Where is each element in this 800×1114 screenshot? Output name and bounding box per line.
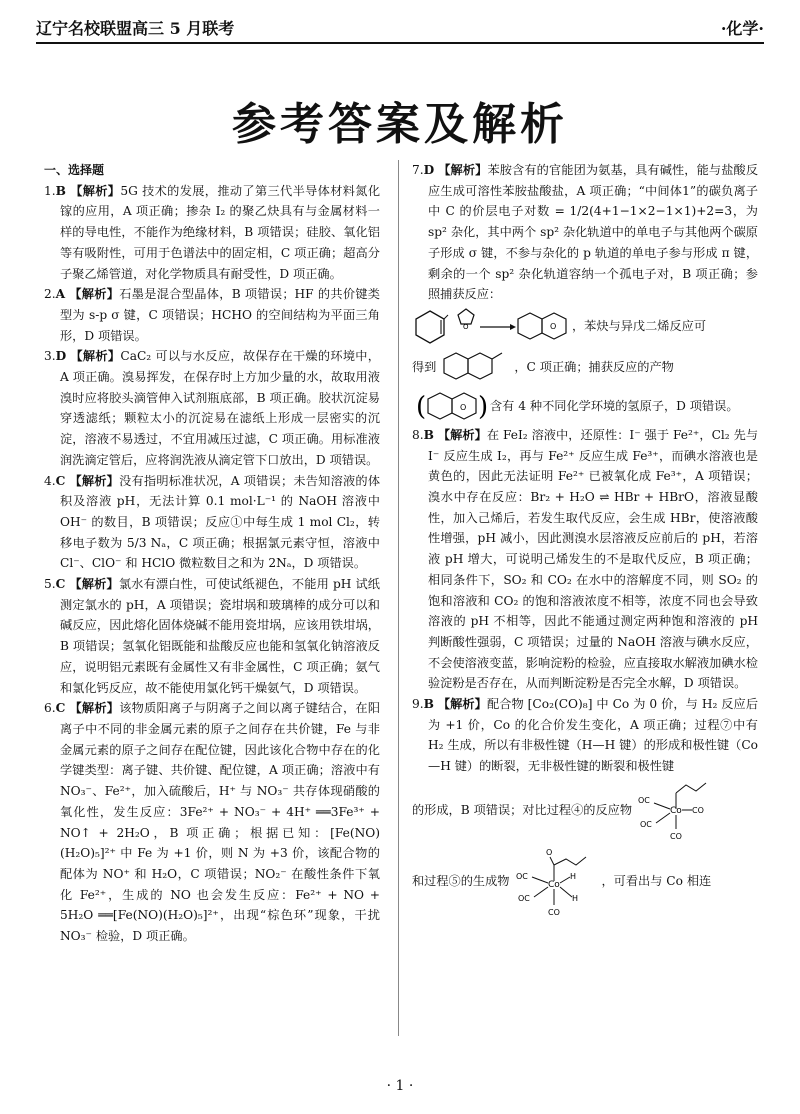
answer-choice: C: [55, 701, 66, 716]
left-column: [44, 160, 380, 947]
answer-item-1: [44, 181, 380, 285]
answer-number: 6.: [44, 701, 56, 716]
analysis-text: 氯水有漂白性，可使试纸褪色，不能用 pH 试纸测定氯水的 pH，A 项错误；瓷坩埚和玻璃棒的成分可以和碱反应，因此熔化固体烧碱不能用瓷坩埚，应该用铁坩埚，B 项错误；氢氧化铝既能和盐酸反应也能和氢氧化钠溶液反应，说明铝元素既有金属性又有非金属性，C 项正确；氨气和氯化钙反应，故不能使用氯化钙干燥氨气，D 项错误。: [60, 577, 380, 695]
co-ligand-label: CO: [547, 907, 560, 917]
analysis-text: 苯胺含有的官能团为氨基，具有碱性，能与盐酸反应生成可溶性苯胺盐酸盐，A 项正确；“中间体1”的碳负离子中 C 的价层电子对数 = 1/2(4+1−1×2−1×1)+2=3，为 sp² 杂化，其中两个 sp² 杂化轨道中的单电子与其他两个碳原子形成 σ 键，不参与杂化的 p 轨道的单电子参与形成 π 键，剩余的一个 sp² 杂化轨道容纳一个孤电子对，B 项正确；参照捕获反应：: [428, 163, 759, 302]
analysis-tag: 【解析】: [69, 473, 120, 488]
h-ligand-label: H: [571, 893, 578, 903]
h-ligand-label: H: [569, 871, 576, 881]
analysis-tag: 【解析】: [70, 349, 121, 364]
answer-choice: B: [423, 427, 434, 442]
answer-number: 1.: [44, 183, 56, 198]
dimethylnaphthalene-figure: [440, 347, 510, 387]
right-column: [412, 160, 758, 919]
q7-capture-product-line: [412, 387, 758, 425]
cobalt-complex-product-figure: [514, 843, 598, 919]
q7-continuation-1: ，苯炔与异戊二烯反应可: [572, 318, 707, 333]
answer-number: 7.: [412, 163, 424, 177]
oc-ligand-label: OC: [517, 893, 530, 903]
svg-text:O: O: [545, 847, 552, 857]
header-exam-name: 辽宁名校联盟高三 5 月联考: [36, 19, 235, 38]
answer-choice: D: [55, 349, 67, 364]
analysis-tag: 【解析】: [69, 577, 119, 592]
answer-choice: C: [55, 577, 66, 592]
cobalt-label: Co: [547, 879, 560, 890]
svg-text:O: O: [463, 322, 469, 331]
analysis-text: 在 FeI₂ 溶液中，还原性：I⁻ 强于 Fe²⁺，Cl₂ 先与 I⁻ 反应生成 I₂，再与 Fe²⁺ 反应生成 Fe³⁺，而碘水溶液也是黄色的，因此无法证明 Fe²⁺ 已被氧化成 Fe³⁺，A 项错误；溴水中存在反应：Br₂ + H₂O ⇌ HBr + HBrO，溶液显酸性，加入己烯后，若发生取代反应，会生成 HBr，使溶液酸性增强，pH 减小，因此测溴水层溶液反应前后的 pH，若溶液 pH 增大，可说明己烯发生的不是取代反应，B 项正确；相同条件下，SO₂ 和 CO₂ 在水中的溶解度不同，则 SO₂ 的饱和溶液和 CO₂ 的饱和溶液浓度不相等，浓度不同也会导致溶液的 pH 不相等，因此不能通过测定两种饱和溶液的 pH 判断酸性强弱，C 项错误；过量的 NaOH 溶液与碘水反应，不会使溶液变蓝，影响淀粉的检验，应直接取水解液加碘水检验淀粉是否存在，从而判断淀粉是否完全水解，D 项错误。: [428, 427, 759, 691]
analysis-tag: 【解析】: [69, 287, 120, 302]
analysis-text: 配合物 [Co₂(CO)₈] 中 Co 为 0 价，与 H₂ 反应后为 +1 价，Co 的化合价发生变化，A 项正确；过程⑦中有 H₂ 生成，所以有非极性键（H—H 键）的形成和极性键（Co—H 键）的断裂，无非极性键的断裂和极性键: [428, 697, 759, 774]
answer-item-5: [44, 574, 380, 698]
capture-reaction-scheme: [412, 305, 758, 347]
analysis-tag: 【解析】: [69, 701, 120, 716]
oc-ligand-label: OC: [640, 819, 652, 829]
cobalt-label: Co: [670, 805, 682, 816]
oc-ligand-label: OC: [638, 795, 650, 805]
svg-text:(: (: [416, 391, 427, 422]
answer-number: 9.: [412, 697, 424, 712]
answer-number: 4.: [44, 473, 56, 488]
analysis-text: 石墨是混合型晶体，B 项错误；HF 的共价键类型为 s-p σ 键，C 项错误；HCHO 的空间结构为平面三角形，D 项错误。: [60, 287, 380, 343]
answer-item-8: [412, 425, 758, 694]
answer-item-6: [44, 698, 380, 946]
answer-number: 2.: [44, 287, 56, 302]
svg-text:): ): [478, 391, 489, 422]
header-subject: ·化学·: [720, 19, 764, 38]
q7-continuation-3: 含有 4 种不同化学环境的氢原子，D 项错误。: [490, 398, 739, 413]
analysis-text: 该物质阳离子与阴离子之间以离子键结合，在阳离子中不同的非金属元素的原子之间存在共价键，Fe 与非金属元素的原子之间存在配位键，因此该化合物中存在的化学键类型：离子键、共价键、配位键，A 项正确；溶液中有 NO₃⁻、Fe²⁺，加入硫酸后，H⁺ 与 NO₃⁻ 共存体现硝酸的氧化性，发生反应：3Fe²⁺ + NO₃⁻ + 4H⁺ ══3Fe³⁺ + NO↑ + 2H₂O，B 项正确；根据已知：[Fe(NO)(H₂O)₅]²⁺ 中 Fe 为 +1 价，则 N 为 +3 价，该配合物的配体为 NO⁺ 和 H₂O，C 项错误；NO₂⁻ 在酸性条件下氧化 Fe²⁺，生成的 NO 也会发生反应：Fe²⁺ + NO + 5H₂O ══[Fe(NO)(H₂O)₅]²⁺，出现“棕色环”现象，干扰 NO₃⁻ 检验，D 项正确。: [60, 701, 381, 944]
q9-continuation-1: 的形成，B 项错误；对比过程④的反应物: [412, 802, 633, 817]
answer-choice: B: [423, 697, 434, 712]
section-heading: 一、选择题: [44, 163, 105, 177]
svg-text:O: O: [550, 321, 557, 331]
answer-item-3: [44, 346, 380, 470]
page-header: [36, 10, 764, 44]
oc-ligand-label: OC: [515, 871, 528, 881]
q7-continuation-2b: ，C 项正确；捕获反应的产物: [514, 359, 674, 374]
cobalt-complex-reactant-figure: [636, 777, 716, 843]
page-number: · 1 ·: [386, 1078, 414, 1094]
q7-continuation-2a: 得到: [412, 359, 437, 374]
analysis-text: 5G 技术的发展，推动了第三代半导体材料氮化镓的应用，A 项正确；掺杂 I₂ 的聚乙炔具有与金属材料一样的导电性，不能作为绝缘材料，B 项错误；硅胶、氧化铝等有吸附性，可用于色谱法中的固定相，C 项正确；超高分子聚乙烯管道，对化学物质具有耐受性，D 项正确。: [60, 183, 381, 281]
answer-item-9: [412, 694, 758, 777]
svg-text:O: O: [460, 402, 467, 412]
answer-number: 5.: [44, 577, 56, 592]
co-ligand-label: CO: [692, 805, 704, 815]
q9-product-line: [412, 843, 758, 919]
answer-choice: C: [55, 473, 66, 488]
answer-number: 3.: [44, 349, 56, 364]
answer-choice: A: [55, 287, 66, 302]
analysis-tag: 【解析】: [438, 163, 488, 177]
answer-item-4: [44, 471, 380, 575]
column-divider: [398, 160, 399, 1036]
analysis-tag: 【解析】: [70, 183, 121, 198]
q9-continuation-2a: 和过程⑤的生成物: [412, 873, 510, 888]
header-rule: [36, 42, 764, 44]
analysis-tag: 【解析】: [437, 697, 487, 712]
q7-product-line: [412, 347, 758, 387]
page-title: 参考答案及解析: [232, 99, 568, 150]
q9-reactant-line: [412, 777, 758, 843]
analysis-text: CaC₂ 可以与水反应，故保存在干燥的环境中，A 项正确。溴易挥发，在保存时上方加少量的水，故取用液溴时应将胶头滴管伸入试剂瓶底部，B 项正确。胶状沉淀易穿透滤纸；颗粒太小的沉淀易在滤纸上形成一层密实的沉淀，溶液不易透过，不宜用减压过滤，C 项正确。用标准液润洗滴定管后，应将润洗液从滴定管下口放出，D 项错误。: [60, 349, 380, 467]
benzyne-furan-reaction-figure: [412, 305, 572, 347]
analysis-text: 没有指明标准状况，A 项错误；未告知溶液的体积及溶液 pH，无法计算 0.1 mol·L⁻¹ 的 NaOH 溶液中 OH⁻ 的数目，B 项错误；反应①中每生成 1 mol Cl₂，转移电子数为 5/3 Nₐ，C 项正确；根据氯元素守恒，溶液中 Cl⁻、ClO⁻ 和 HClO 微粒数目之和为 2Nₐ，D 项错误。: [60, 473, 381, 571]
q9-continuation-2b: ，可看出与 Co 相连: [601, 873, 712, 888]
answer-item-7: [412, 160, 758, 305]
answer-number: 8.: [412, 427, 424, 442]
capture-product-figure: [416, 387, 489, 425]
answer-item-2: [44, 284, 380, 346]
answer-choice: B: [55, 183, 66, 198]
analysis-tag: 【解析】: [437, 427, 487, 442]
answer-choice: D: [423, 163, 435, 177]
co-ligand-label: CO: [670, 831, 682, 841]
